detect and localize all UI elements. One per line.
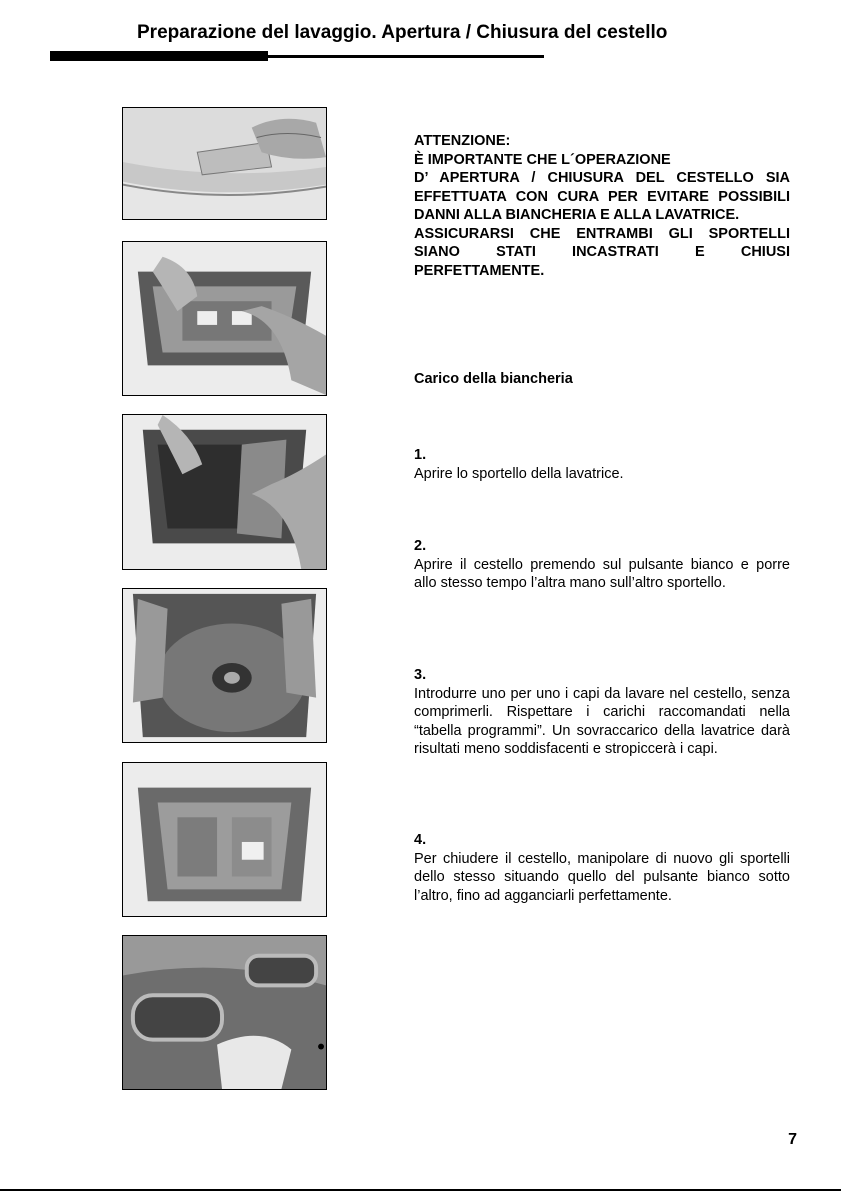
header-rule-thin (268, 55, 544, 58)
step-3 (414, 666, 790, 759)
warning-line: ATTENZIONE: (414, 133, 511, 149)
step-1 (414, 446, 790, 483)
photo-drum-open (122, 588, 327, 743)
step-number: 4. (414, 832, 427, 848)
page-title: Preparazione del lavaggio. Apertura / Chiusura del cestello (137, 22, 668, 43)
warning-line: D’ APERTURA / CHIUSURA DEL CESTELLO SIA EFFETTUATA CON CURA PER EVITARE POSSIBILI DANNI ALLA BIANCHERIA E ALLA LAVATRICE. (414, 170, 790, 223)
warning-block (414, 132, 790, 280)
photo-drum-closed (122, 762, 327, 917)
page-number: 7 (788, 1131, 797, 1148)
step-number: 3. (414, 667, 427, 683)
step-4 (414, 831, 790, 905)
step-number: 1. (414, 447, 427, 463)
header-rule-thick (50, 51, 268, 61)
photo-drum-opening (122, 414, 327, 570)
step-2 (414, 537, 790, 593)
step-text: Per chiudere il cestello, manipolare di nuovo gli sportelli dello stesso situando quello del pulsante bianco sotto l’altro, fino ad agganciarli perfettamente. (414, 850, 790, 904)
section-heading: Carico della biancheria (414, 371, 573, 387)
warning-line: È IMPORTANTE CHE L´OPERAZIONE (414, 151, 671, 168)
photo-lid-opening (122, 107, 327, 220)
step-number: 2. (414, 538, 427, 554)
step-text: Aprire lo sportello della lavatrice. (414, 465, 624, 482)
photo-drum-hands (122, 241, 327, 396)
step-text: Introdurre uno per uno i capi da lavare nel cestello, senza comprimerli. Rispettare i carichi raccomandati nella “tabella programmi”. Un sovraccarico della lavatrice darà risultati meno soddisfacenti e stropiccerà i capi. (414, 685, 790, 757)
step-text: Aprire il cestello premendo sul pulsante bianco e porre allo stesso tempo l’altra mano sull’altro sportello. (414, 556, 790, 591)
warning-line: ASSICURARSI CHE ENTRAMBI GLI SPORTELLI SIANO STATI INCASTRATI E CHIUSI PERFETTAMENTE. (414, 225, 790, 279)
photo-button-closeup (122, 935, 327, 1090)
